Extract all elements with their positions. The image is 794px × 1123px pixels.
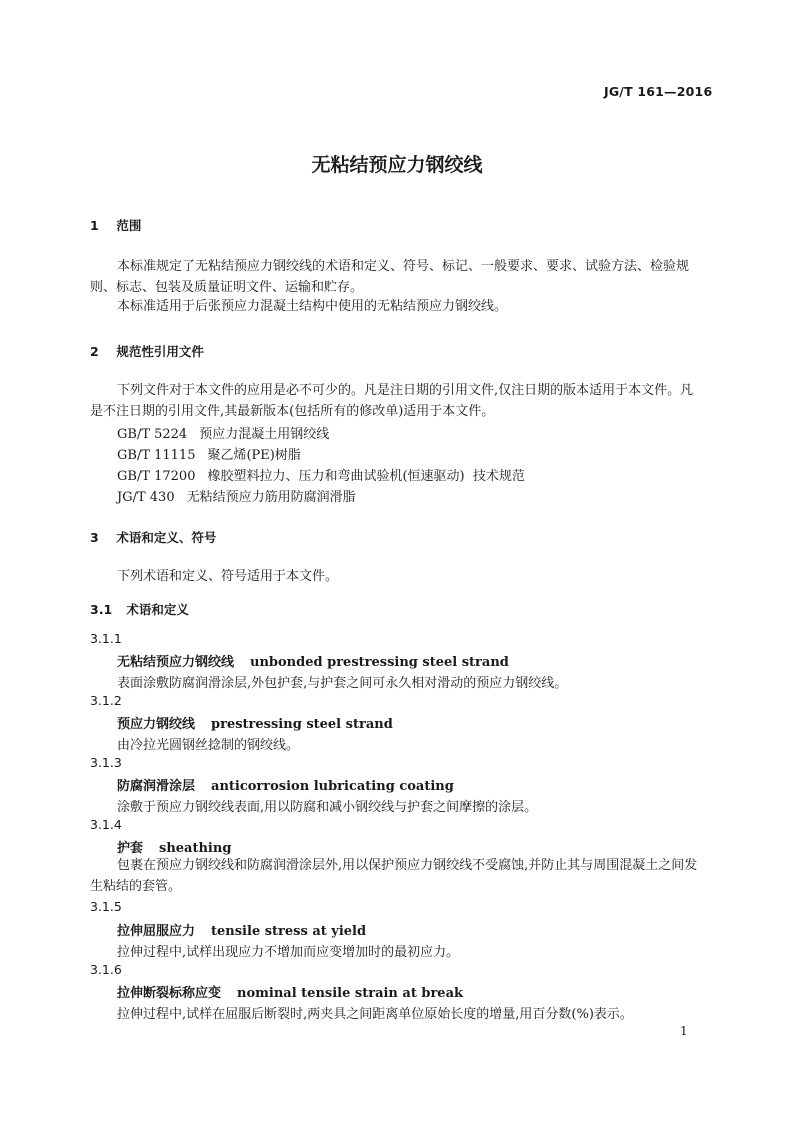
reference-code: JG/T 430 [117,490,175,505]
term-definition: 包裹在预应力钢绞线和防腐润滑涂层外,用以保护预应力钢绞线不受腐蚀,并防止其与周围混凝土之间发生粘结的套管。 [90,858,698,894]
reference-item [117,486,356,505]
section-title: 范围 [116,218,142,233]
term-heading [117,713,393,732]
term-definition: 表面涂敷防腐润滑涂层,外包护套,与护套之间可永久相对滑动的预应力钢绞线。 [117,676,568,691]
term-chinese: 拉伸断裂标称应变 [117,986,222,1001]
section-3-heading [90,528,216,546]
term-number: 3.1.3 [90,755,122,770]
reference-name: 聚乙烯(PE)树脂 [207,448,301,463]
page-number: 1 [680,1024,688,1038]
document-title: 无粘结预应力钢绞线 [311,154,483,176]
reference-item [117,465,525,484]
term-heading [117,837,231,856]
term-chinese: 护套 [117,841,144,856]
term-english: nominal tensile strain at break [237,986,463,1001]
subsection-3-1-heading [90,600,189,618]
subsection-title: 术语和定义 [126,602,189,617]
term-english: prestressing steel strand [211,717,393,732]
reference-code: GB/T 17200 [117,469,196,484]
section-title: 术语和定义、符号 [116,530,217,545]
section-number: 2 [90,344,99,359]
term-heading [117,920,366,939]
term-chinese: 无粘结预应力钢绞线 [117,655,235,670]
term-chinese: 预应力钢绞线 [117,717,196,732]
section-3-intro: 下列术语和定义、符号适用于本文件。 [117,569,339,584]
section-title: 规范性引用文件 [116,344,204,359]
term-definition: 涂敷于预应力钢绞线表面,用以防腐和减小钢绞线与护套之间摩擦的涂层。 [117,800,538,815]
term-number: 3.1.5 [90,899,122,914]
standard-code: JG/T 161—2016 [604,84,713,99]
term-chinese: 拉伸屈服应力 [117,924,196,939]
section-1-heading [90,216,141,234]
term-english: unbonded prestressing steel strand [250,655,509,670]
section-2-heading [90,342,204,360]
reference-code: GB/T 5224 [117,427,188,442]
term-number: 3.1.4 [90,817,122,832]
term-definition: 拉伸过程中,试样出现应力不增加而应变增加时的最初应力。 [117,945,460,960]
section-1-para-2: 本标准适用于后张预应力混凝土结构中使用的无粘结预应力钢绞线。 [117,299,508,314]
subsection-number: 3.1 [90,602,113,617]
term-definition: 拉伸过程中,试样在屈服后断裂时,两夹具之间距离单位原始长度的增量,用百分数(%)表示。 [117,1007,633,1022]
section-2-intro: 下列文件对于本文件的应用是必不可少的。凡是注日期的引用文件,仅注日期的版本适用于本文件。凡是不注日期的引用文件,其最新版本(包括所有的修改单)适用于本文件。 [90,383,694,419]
term-number: 3.1.2 [90,693,122,708]
term-number: 3.1.1 [90,631,122,646]
section-number: 3 [90,530,99,545]
term-chinese: 防腐润滑涂层 [117,779,196,794]
reference-name: 橡胶塑料拉力、压力和弯曲试验机(恒速驱动) 技术规范 [207,469,525,484]
term-heading [117,775,454,794]
term-definition: 由冷拉光圆钢丝捻制的钢绞线。 [117,738,300,753]
term-english: tensile stress at yield [211,924,367,939]
reference-name: 无粘结预应力筋用防腐润滑脂 [186,490,356,505]
term-heading [117,982,463,1001]
reference-name: 预应力混凝土用钢绞线 [199,427,330,442]
term-english: sheathing [159,841,232,856]
section-number: 1 [90,218,99,233]
term-number: 3.1.6 [90,962,122,977]
term-english: anticorrosion lubricating coating [211,779,454,794]
section-1-para-1: 本标准规定了无粘结预应力钢绞线的术语和定义、符号、标记、一般要求、要求、试验方法、检验规则、标志、包装及质量证明文件、运输和贮存。 [90,259,690,295]
term-heading [117,651,509,670]
reference-item [117,444,301,463]
reference-code: GB/T 11115 [117,448,196,463]
reference-item [117,423,329,442]
